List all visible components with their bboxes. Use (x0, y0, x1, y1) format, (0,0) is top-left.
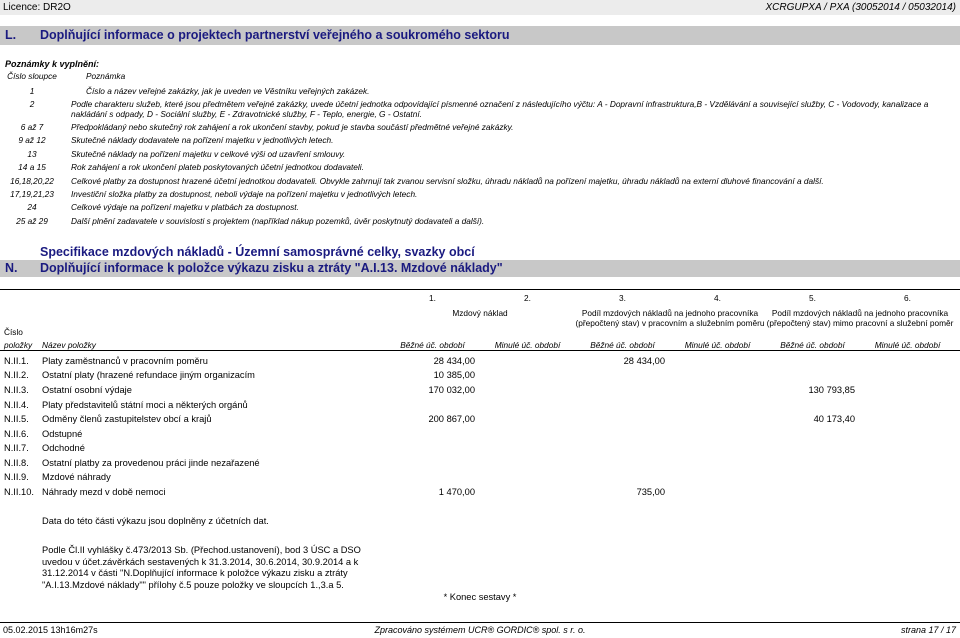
row-value-col-5: 130 793,85 (808, 385, 855, 395)
notes-heading: Poznámky k vyplnění: (5, 59, 100, 69)
print-timestamp: 05.02.2015 13h16m27s (3, 625, 98, 635)
row-code: N.II.10. (4, 487, 34, 497)
period-previous-6: Minulé úč. období (874, 340, 941, 350)
row-value-col-5: 40 173,40 (813, 414, 855, 424)
note-column-number: 1 (29, 86, 35, 96)
footnote-transition: Podle Čl.II vyhlášky č.473/2013 Sb. (Přechod.ustanovení), bod 3 ÚSC a DSO uvedou v účet.závěrkách sestavených k 31.3.2014, 30.6.2014, 30.9.2014 a k 31.12.2014 v části "N.Doplňující informace k položce výkazu zisku a ztráty "A.I.13.Mzdové náklady"" přílohy č.5 pouze položky ve sloupcích 1.,3.a 5. (42, 545, 361, 590)
row-code: N.II.8. (4, 458, 29, 468)
section-n-subtitle: Specifikace mzdových nákladů - Územní samosprávné celky, svazky obcí (40, 245, 475, 259)
period-current-5: Běžné úč. období (780, 340, 845, 350)
row-code: N.II.6. (4, 429, 29, 439)
row-name: Náhrady mezd v době nemoci (42, 487, 166, 497)
table-top-rule (0, 289, 960, 290)
notes-col-note-header: Poznámka (86, 71, 126, 81)
table-row (0, 354, 960, 369)
note-text: Rok zahájení a rok ukončení plateb poskytovaných účetní jednotkou dodavateli. (71, 162, 364, 172)
notes-col-number-header: Číslo sloupce (7, 71, 57, 81)
note-text: Číslo a název veřejné zakázky, jak je uveden ve Věstníku veřejných zakázek. (86, 86, 370, 96)
note-column-number: 6 až 7 (20, 122, 44, 132)
label-polozky: položky (4, 340, 33, 350)
row-name: Platy zaměstnanců v pracovním poměru (42, 356, 208, 366)
table-row (0, 470, 960, 485)
row-name: Platy představitelů státní moci a některých orgánů (42, 400, 248, 410)
table-row (0, 383, 960, 398)
row-name: Mzdové náhrady (42, 472, 111, 482)
note-column-number: 16,18,20,22 (10, 176, 54, 186)
row-code: N.II.4. (4, 400, 29, 410)
end-of-report: * Konec sestavy * (443, 592, 517, 602)
note-text: Skutečné náklady na pořízení majetku v celkové výši od uzavření smlouvy. (71, 149, 346, 159)
table-row (0, 441, 960, 456)
report-header-bar (0, 0, 960, 15)
row-value-col-1: 28 434,00 (433, 356, 475, 366)
row-code: N.II.7. (4, 443, 29, 453)
table-row (0, 412, 960, 427)
period-previous-4: Minulé úč. období (684, 340, 751, 350)
note-column-number: 9 až 12 (18, 135, 46, 145)
section-l-header (0, 26, 960, 45)
row-value-col-3: 735,00 (636, 487, 665, 497)
section-l-title: Doplňující informace o projektech partnerství veřejného a soukromého sektoru (40, 28, 510, 42)
note-column-number: 2 (29, 99, 35, 109)
label-cislo: Číslo (4, 327, 23, 337)
row-name: Ostatní osobní výdaje (42, 385, 132, 395)
report-id: XCRGUPXA / PXA (30052014 / 05032014) (765, 2, 956, 13)
col-number: 5. (809, 293, 816, 303)
table-row (0, 368, 960, 383)
col-number: 4. (714, 293, 721, 303)
table-header-rule (0, 350, 960, 351)
note-text: Předpokládaný nebo skutečný rok zahájení a rok ukončení stavby, pokud je stavba součástí předmětné veřejné zakázky. (71, 122, 514, 132)
section-l-letter: L. (5, 28, 17, 42)
table-row (0, 398, 960, 413)
note-column-number: 25 až 29 (16, 216, 48, 226)
group-header-mzdovy-naklad: Mzdový náklad (452, 308, 508, 318)
report-footer-bar (0, 622, 960, 638)
row-name: Odstupné (42, 429, 83, 439)
row-code: N.II.9. (4, 472, 29, 482)
row-code: N.II.2. (4, 370, 29, 380)
note-text: Skutečné náklady dodavatele na pořízení majetku v jednotlivých letech. (71, 135, 334, 145)
note-text: Celkové platby za dostupnost hrazené účetní jednotkou dodavateli. Obvykle zahrnují tak zvanou servisní složku, úhradu nákladů na pořízení majetku, úhradu nákladů na externí dluhové financování a další. (71, 176, 824, 186)
footnote-data-source: Data do této části výkazu jsou doplněny z účetních dat. (42, 516, 269, 526)
section-n-letter: N. (5, 261, 18, 275)
col-number: 2. (524, 293, 531, 303)
period-current-1: Běžné úč. období (400, 340, 465, 350)
period-previous-2: Minulé úč. období (494, 340, 561, 350)
note-text: Investiční složka platby za dostupnost, neboli výdaje na pořízení majetku v jednotlivých letech. (71, 189, 418, 199)
note-column-number: 24 (27, 202, 37, 212)
row-value-col-3: 28 434,00 (623, 356, 665, 366)
table-row (0, 456, 960, 471)
row-value-col-1: 170 032,00 (428, 385, 475, 395)
row-name: Ostatní platby za provedenou práci jinde nezařazené (42, 458, 260, 468)
period-current-3: Běžné úč. období (590, 340, 655, 350)
note-column-number: 17,19,21,23 (10, 189, 54, 199)
group-header-share-employment: Podíl mzdových nákladů na jednoho pracovníka (přepočtený stav) v pracovním a služebním poměru (575, 308, 765, 328)
col-number: 1. (429, 293, 436, 303)
row-value-col-1: 10 385,00 (433, 370, 475, 380)
row-code: N.II.3. (4, 385, 29, 395)
row-name: Odměny členů zastupitelstev obcí a krajů (42, 414, 212, 424)
row-name: Odchodné (42, 443, 85, 453)
note-column-number: 14 a 15 (18, 162, 46, 172)
col-number: 6. (904, 293, 911, 303)
page-number: strana 17 / 17 (900, 625, 956, 635)
note-text: Další plnění zadavatele v souvislosti s projektem (například nákup pozemků, úvěr poskytnutý dodavateli a další). (71, 216, 485, 226)
section-n-header (0, 260, 960, 277)
row-value-col-1: 200 867,00 (428, 414, 475, 424)
system-credit: Zpracováno systémem UCR® GORDIC® spol. s r. o. (374, 625, 586, 635)
col-number: 3. (619, 293, 626, 303)
table-row (0, 427, 960, 442)
section-n-title: Doplňující informace k položce výkazu zisku a ztráty "A.I.13. Mzdové náklady" (40, 261, 503, 275)
license-label: Licence: DR2O (3, 2, 71, 13)
table-row (0, 485, 960, 500)
row-code: N.II.1. (4, 356, 29, 366)
row-value-col-1: 1 470,00 (438, 487, 475, 497)
group-header-share-outside: Podíl mzdových nákladů na jednoho pracovníka (přepočtený stav) mimo pracovní a služební poměr (766, 308, 954, 328)
note-text: Celkové výdaje na pořízení majetku v platbách za dostupnost. (71, 202, 299, 212)
note-text: Podle charakteru služeb, které jsou předmětem veřejné zakázky, uvede účetní jednotka odpovídající písmenné označení z následujícího výčtu: A - Dopravní infrastruktura,B - Vzdělávání a související služby, C - Vodovody, kanalizace a nakládání s odpady, D - Sociální služby, E - Zdravotnické služby, F - Teplo, energie, G - Ostatní. (71, 99, 929, 119)
note-column-number: 13 (27, 149, 37, 159)
row-code: N.II.5. (4, 414, 29, 424)
row-name: Ostatní platy (hrazené refundace jiným organizacím (42, 370, 255, 380)
label-nazev-polozky: Název položky (42, 340, 96, 350)
